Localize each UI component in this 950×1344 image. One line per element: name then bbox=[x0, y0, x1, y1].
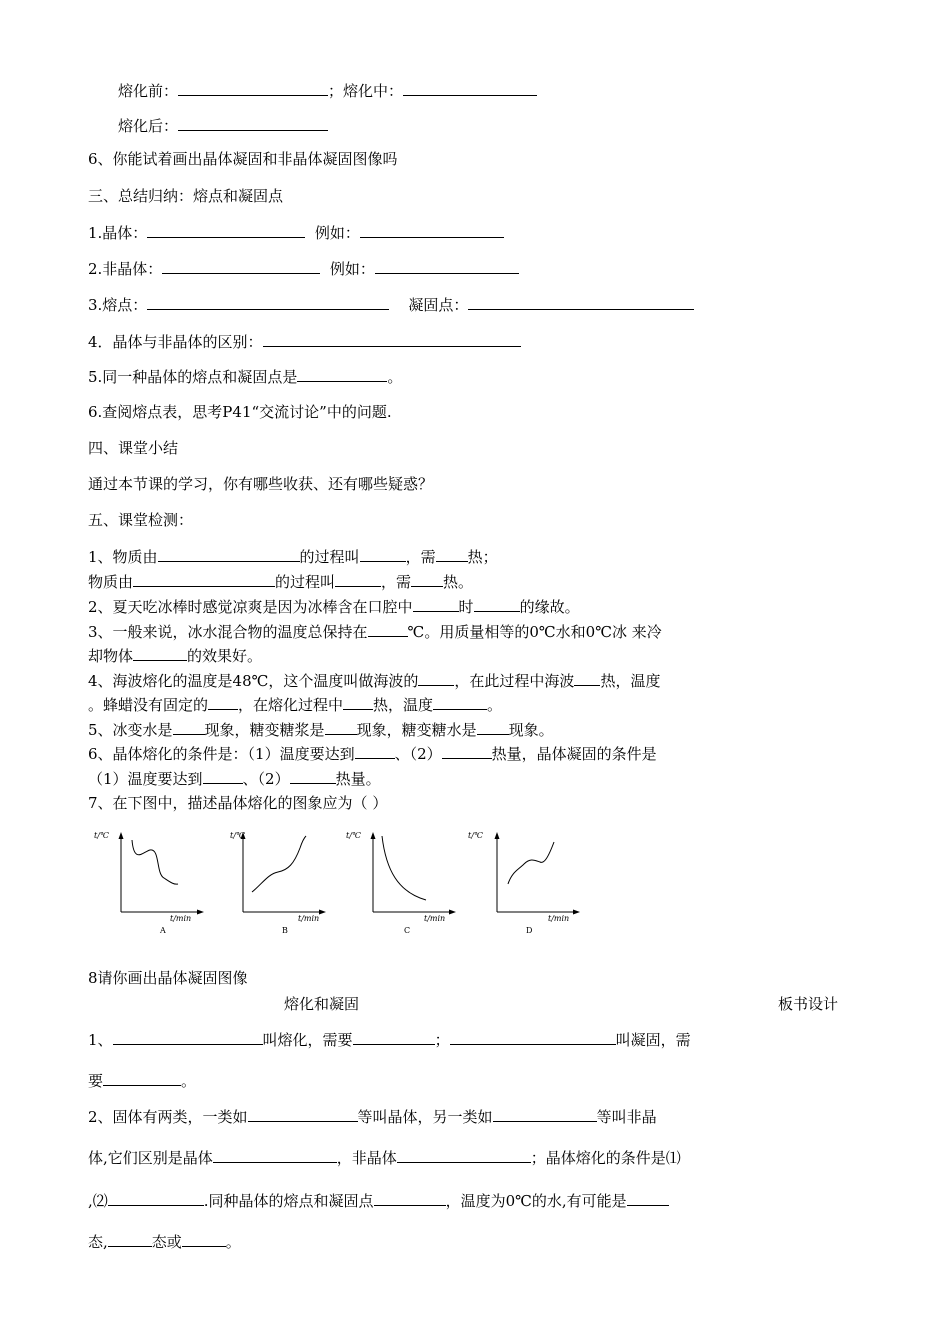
text: 态, bbox=[88, 1233, 108, 1251]
text: 、（2） bbox=[242, 770, 290, 788]
blank[interactable] bbox=[103, 1070, 181, 1086]
test-q3-line1 bbox=[88, 621, 662, 642]
text: 4、海波熔化的温度是48℃，这个温度叫做海波的 bbox=[88, 672, 419, 690]
text: 的过程叫 bbox=[299, 548, 360, 566]
section-4-title: 四、课堂小结 bbox=[88, 439, 179, 457]
graph-label: B bbox=[282, 926, 288, 935]
test-q6-line1 bbox=[88, 743, 657, 764]
blank[interactable] bbox=[468, 294, 694, 310]
board-line-5 bbox=[88, 1190, 669, 1211]
text: 时 bbox=[458, 598, 474, 616]
label-melting-point: 3.熔点： bbox=[88, 296, 148, 314]
board-line-3 bbox=[88, 1106, 657, 1127]
text: 。 bbox=[487, 696, 503, 714]
text: 热，温度 bbox=[600, 672, 661, 690]
blank[interactable] bbox=[375, 258, 519, 274]
section-3-title: 三、总结归纳：熔点和凝固点 bbox=[88, 187, 284, 205]
blank[interactable] bbox=[355, 743, 395, 759]
blank[interactable] bbox=[335, 571, 381, 587]
text: 2、固体有两类，一类如 bbox=[88, 1108, 248, 1126]
text: 1、 bbox=[88, 1031, 113, 1049]
text: 热，温度 bbox=[373, 696, 434, 714]
line-before-during bbox=[118, 80, 537, 101]
blank[interactable] bbox=[213, 1147, 337, 1163]
blank[interactable] bbox=[627, 1190, 669, 1206]
blank[interactable] bbox=[147, 294, 389, 310]
blank[interactable] bbox=[203, 768, 243, 784]
blank[interactable] bbox=[182, 1231, 226, 1247]
blank[interactable] bbox=[397, 1147, 531, 1163]
blank[interactable] bbox=[290, 768, 336, 784]
text: ℃。用质量相等的0℃水和0℃冰 来冷 bbox=[407, 623, 662, 641]
text: ,⑵ bbox=[88, 1192, 108, 1210]
text: 热。 bbox=[443, 573, 474, 591]
blank[interactable] bbox=[113, 1029, 263, 1045]
label-same-point: 5.同一种晶体的熔点和凝固点是 bbox=[88, 368, 298, 386]
label-noncrystal: 2.非晶体： bbox=[88, 260, 163, 278]
graph-d[interactable] bbox=[464, 828, 584, 940]
blank[interactable] bbox=[374, 1190, 446, 1206]
blank[interactable] bbox=[574, 670, 600, 686]
blank[interactable] bbox=[477, 719, 509, 735]
blank[interactable] bbox=[403, 80, 537, 96]
blank[interactable] bbox=[450, 1029, 616, 1045]
text: 体,它们区别是晶体 bbox=[88, 1149, 213, 1167]
blank[interactable] bbox=[433, 694, 487, 710]
section-4-text: 通过本节课的学习，你有哪些收获、还有哪些疑惑？ bbox=[88, 475, 434, 493]
label-example: 例如： bbox=[329, 260, 375, 278]
text: 热量。 bbox=[335, 770, 381, 788]
label-after-melting: 熔化后： bbox=[118, 117, 179, 135]
test-q1-line1 bbox=[88, 546, 498, 567]
test-q4-line2 bbox=[88, 694, 502, 715]
text: （1）温度要达到 bbox=[88, 770, 203, 788]
blank[interactable] bbox=[353, 1029, 435, 1045]
summary-noncrystal bbox=[88, 258, 519, 279]
test-q3-line2 bbox=[88, 645, 262, 666]
blank[interactable] bbox=[108, 1190, 204, 1206]
text: 现象，糖变糖浆是 bbox=[204, 721, 325, 739]
blank[interactable] bbox=[297, 366, 387, 382]
text: 。 bbox=[225, 1233, 241, 1251]
blank[interactable] bbox=[178, 115, 328, 131]
text: 却物体 bbox=[88, 647, 134, 665]
blank[interactable] bbox=[411, 571, 443, 587]
text: ，需 bbox=[405, 548, 436, 566]
text: ； bbox=[434, 1031, 450, 1049]
question-6-draw: 6、你能试着画出晶体凝固和非晶体凝固图像吗 bbox=[88, 150, 398, 168]
text: 等叫非晶 bbox=[596, 1108, 657, 1126]
label-during-melting: ；熔化中： bbox=[328, 82, 404, 100]
test-q8: 8请你画出晶体凝固图像 bbox=[88, 969, 248, 987]
y-axis-label: t/℃ bbox=[230, 831, 245, 840]
blank[interactable] bbox=[108, 1231, 152, 1247]
text: ，温度为0℃的水,有可能是 bbox=[445, 1192, 627, 1210]
summary-difference bbox=[88, 331, 521, 352]
board-line-1 bbox=[88, 1029, 691, 1050]
text: .同种晶体的熔点和凝固点 bbox=[203, 1192, 374, 1210]
text: 现象，糖变糖水是 bbox=[356, 721, 477, 739]
graph-label: A bbox=[160, 926, 166, 935]
test-q2 bbox=[88, 596, 580, 617]
graph-c[interactable] bbox=[340, 828, 460, 940]
test-q5 bbox=[88, 719, 554, 740]
summary-melting-point bbox=[88, 294, 694, 315]
text: 热； bbox=[467, 548, 498, 566]
blank[interactable] bbox=[158, 546, 300, 562]
blank[interactable] bbox=[493, 1106, 597, 1122]
label-freezing-point: 凝固点： bbox=[408, 296, 469, 314]
blank[interactable] bbox=[413, 596, 459, 612]
graph-label: D bbox=[526, 926, 533, 935]
text: ，在此过程中海波 bbox=[454, 672, 575, 690]
blank[interactable] bbox=[360, 546, 406, 562]
board-title: 熔化和凝固 bbox=[284, 995, 360, 1013]
text: 。蜂蜡没有固定的 bbox=[88, 696, 209, 714]
blank[interactable] bbox=[162, 258, 320, 274]
line-after bbox=[118, 115, 328, 136]
y-axis-label: t/℃ bbox=[94, 831, 109, 840]
text: ，需 bbox=[381, 573, 412, 591]
blank[interactable] bbox=[325, 719, 357, 735]
section-5-title: 五、课堂检测： bbox=[88, 511, 194, 529]
test-q4-line1 bbox=[88, 670, 660, 691]
blank[interactable] bbox=[178, 80, 328, 96]
x-axis-label: t/min bbox=[170, 914, 192, 923]
text: 的缘故。 bbox=[519, 598, 580, 616]
blank[interactable] bbox=[436, 546, 468, 562]
test-q6-line2 bbox=[88, 768, 381, 789]
text: 的过程叫 bbox=[275, 573, 336, 591]
label-crystal: 1.晶体： bbox=[88, 224, 148, 242]
blank[interactable] bbox=[208, 694, 238, 710]
board-line-6 bbox=[88, 1231, 241, 1252]
blank[interactable] bbox=[133, 571, 275, 587]
blank[interactable] bbox=[263, 331, 521, 347]
summary-crystal bbox=[88, 222, 504, 243]
text: 态或 bbox=[151, 1233, 182, 1251]
blank[interactable] bbox=[418, 670, 454, 686]
text: 物质由 bbox=[88, 573, 134, 591]
blank[interactable] bbox=[442, 743, 492, 759]
punct: 。 bbox=[387, 368, 403, 386]
blank[interactable] bbox=[133, 645, 187, 661]
text: 3、一般来说，冰水混合物的温度总保持在 bbox=[88, 623, 368, 641]
x-axis-label: t/min bbox=[548, 914, 570, 923]
board-side-label: 板书设计 bbox=[778, 995, 839, 1013]
blank[interactable] bbox=[343, 694, 373, 710]
x-axis-label: t/min bbox=[424, 914, 446, 923]
y-axis-label: t/℃ bbox=[346, 831, 361, 840]
text: ，在熔化过程中 bbox=[238, 696, 344, 714]
text: 要 bbox=[88, 1072, 104, 1090]
y-axis-label: t/℃ bbox=[468, 831, 483, 840]
text: 等叫晶体，另一类如 bbox=[357, 1108, 493, 1126]
text: 6、晶体熔化的条件是：（1）温度要达到 bbox=[88, 745, 355, 763]
blank[interactable] bbox=[368, 621, 408, 637]
blank[interactable] bbox=[474, 596, 520, 612]
text: 1、物质由 bbox=[88, 548, 158, 566]
graph-label: C bbox=[404, 926, 411, 935]
blank[interactable] bbox=[173, 719, 205, 735]
graph-b[interactable] bbox=[210, 828, 330, 940]
board-line-4 bbox=[88, 1147, 681, 1168]
label-difference: 4．晶体与非晶体的区别： bbox=[88, 333, 263, 351]
board-line-2 bbox=[88, 1070, 196, 1091]
text: 5、冰变水是 bbox=[88, 721, 173, 739]
text: 、（2） bbox=[394, 745, 442, 763]
text: 叫凝固，需 bbox=[615, 1031, 691, 1049]
summary-same-point bbox=[88, 366, 402, 387]
text: 叫熔化，需要 bbox=[262, 1031, 353, 1049]
text: ；晶体熔化的条件是⑴ bbox=[530, 1149, 681, 1167]
graph-a[interactable] bbox=[88, 828, 208, 940]
text: ，非晶体 bbox=[336, 1149, 397, 1167]
text: 现象。 bbox=[508, 721, 554, 739]
x-axis-label: t/min bbox=[298, 914, 320, 923]
blank[interactable] bbox=[360, 222, 504, 238]
label-before-melting: 熔化前： bbox=[118, 82, 179, 100]
text: 2、夏天吃冰棒时感觉凉爽是因为冰棒含在口腔中 bbox=[88, 598, 413, 616]
blank[interactable] bbox=[147, 222, 305, 238]
summary-lookup: 6.查阅熔点表，思考P41“交流讨论”中的问题. bbox=[88, 403, 392, 421]
blank[interactable] bbox=[248, 1106, 358, 1122]
test-q1-line2 bbox=[88, 571, 473, 592]
test-q7: 7、在下图中，描述晶体熔化的图象应为（ ） bbox=[88, 794, 388, 812]
text: 。 bbox=[181, 1072, 197, 1090]
label-example: 例如： bbox=[314, 224, 360, 242]
text: 热量，晶体凝固的条件是 bbox=[491, 745, 657, 763]
text: 的效果好。 bbox=[187, 647, 263, 665]
